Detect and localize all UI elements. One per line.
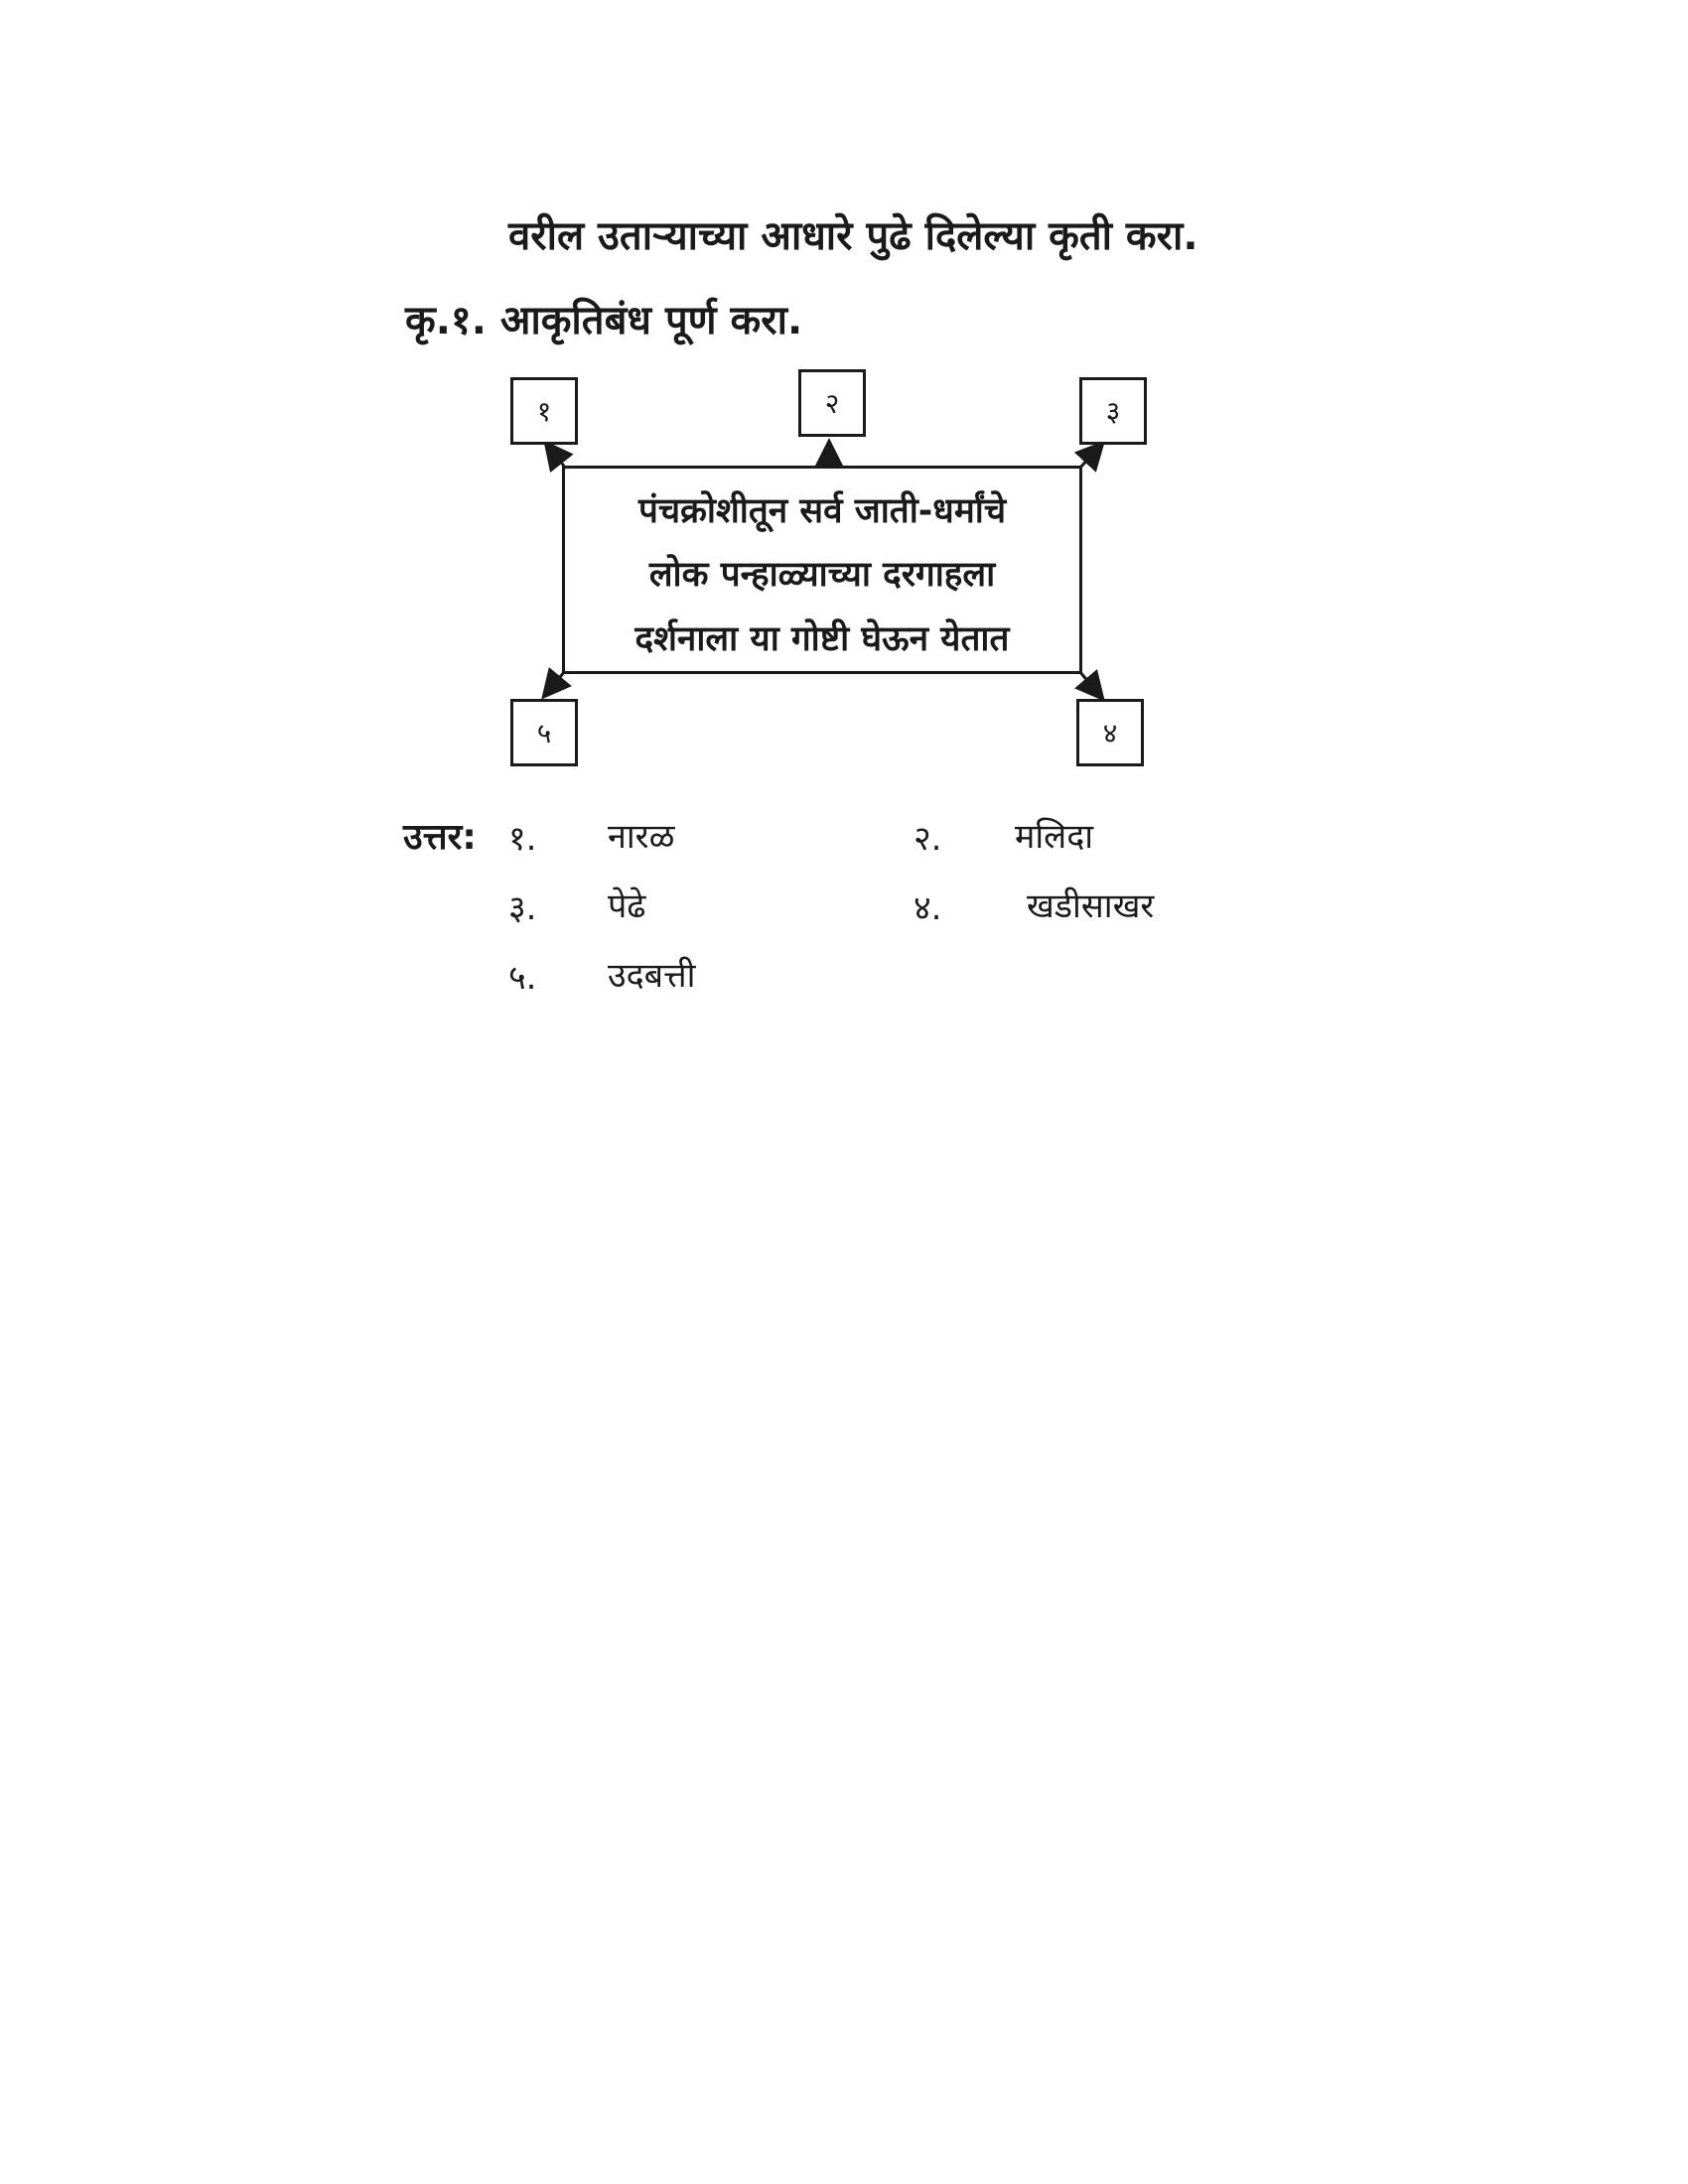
arrow-to-box-4 bbox=[1079, 671, 1101, 697]
answer-text-3: पेढे bbox=[608, 887, 646, 926]
center-line-3: दर्शनाला या गोष्टी घेऊन येतात bbox=[634, 619, 1010, 659]
center-line-1: पंचक्रोशीतून सर्व जाती-धर्मांचे bbox=[637, 491, 1007, 531]
center-box bbox=[562, 466, 1082, 674]
instruction-text: वरील उताऱ्याच्या आधारे पुढे दिलेल्या कृती करा. bbox=[508, 213, 1198, 259]
answer-text-5: उदबत्ती bbox=[608, 956, 696, 996]
answer-num-5: ५. bbox=[508, 958, 537, 998]
center-line-2: लोक पन्हाळ्याच्या दरगाहला bbox=[648, 555, 996, 595]
answer-text-2: मलिदा bbox=[1015, 817, 1094, 857]
box-1: १ bbox=[510, 377, 578, 445]
answer-text-4: खडीसाखर bbox=[1027, 887, 1155, 926]
question-heading: कृ.१. आकृतिबंध पूर्ण करा. bbox=[405, 298, 803, 343]
answer-text-1: नारळ bbox=[608, 817, 675, 857]
arrow-to-box-5 bbox=[545, 671, 565, 695]
box-4: ४ bbox=[1076, 699, 1144, 766]
box-3: ३ bbox=[1079, 377, 1147, 445]
answer-num-1: १. bbox=[508, 819, 537, 859]
answer-num-3: ३. bbox=[508, 888, 537, 928]
answer-label: उत्तर: bbox=[403, 817, 477, 858]
arrow-to-box-3 bbox=[1079, 445, 1101, 469]
answer-num-2: २. bbox=[914, 819, 942, 859]
box-5: ५ bbox=[510, 699, 578, 766]
box-2: २ bbox=[798, 369, 866, 437]
answer-num-4: ४. bbox=[914, 888, 942, 928]
